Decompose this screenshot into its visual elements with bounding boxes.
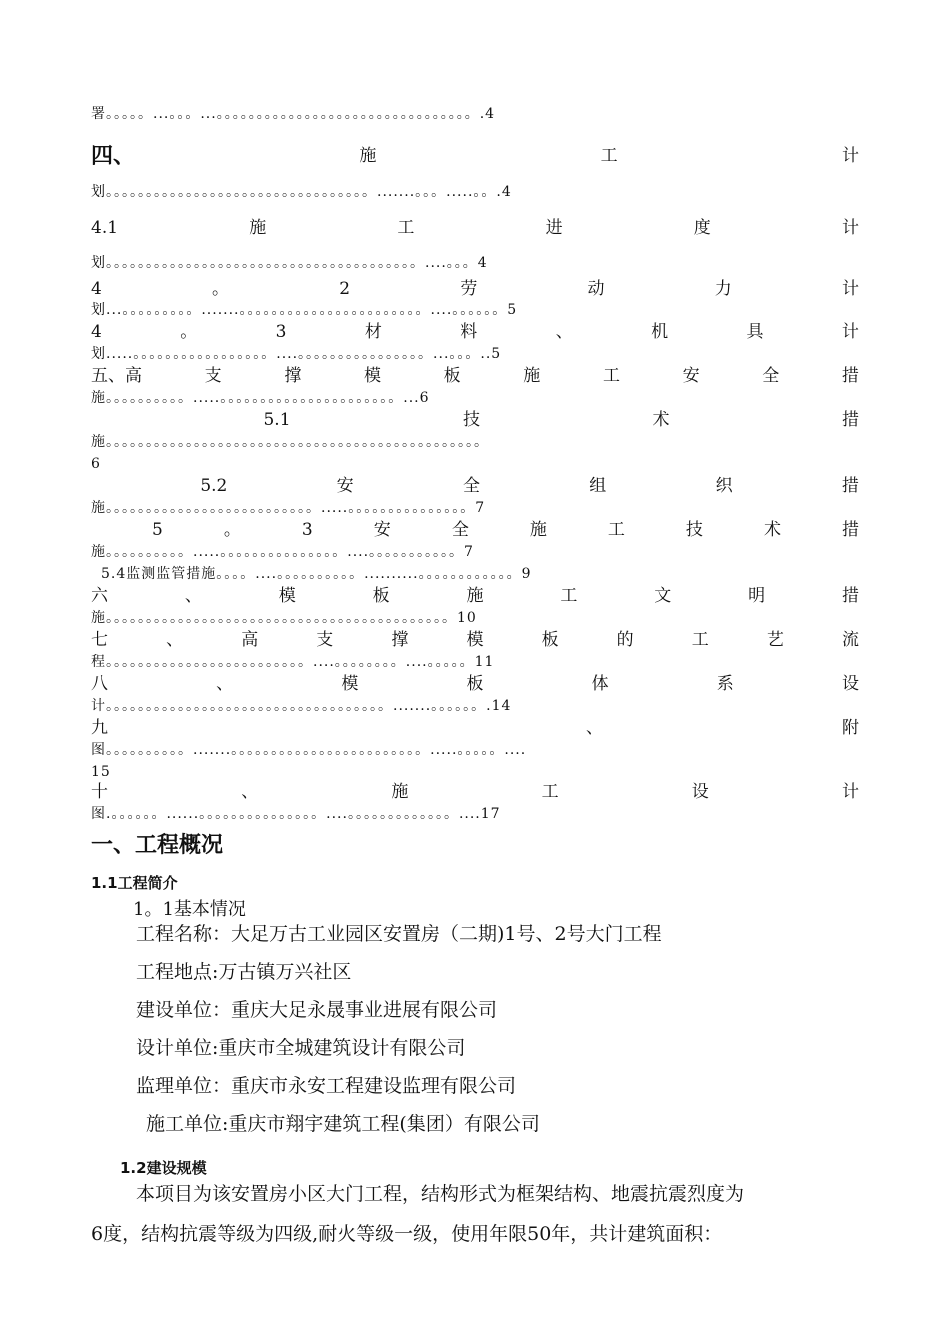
toc-line: 划。。。。。。。。。。。。。。。。。。。。。。。。。。。。。。。。。.......。。。.....。。.4 xyxy=(91,184,512,200)
toc-word: 附 xyxy=(842,718,859,738)
toc-word: 力 xyxy=(714,279,732,299)
toc-line: 施。。。。。。。。。。。。。。。。。。。。。。。。。。。。。。。。。。。。。。。。。。。10 xyxy=(91,610,477,626)
toc-word: 五、高 xyxy=(91,366,142,386)
project-name: 工程名称：大足万古工业园区安置房（二期)1号、2号大门工程 xyxy=(136,923,662,945)
toc-line: 施。。。。。。。。。。。。。。。。。。。。。。。。。。.....。。。。。。。。。。。。。。。7 xyxy=(91,500,486,516)
toc-word: 计 xyxy=(842,146,859,166)
paragraph-line: 6度，结构抗震等级为四级,耐火等级一级，使用年限50年，共计建筑面积： xyxy=(91,1223,723,1245)
project-location: 工程地点:万古镇万兴社区 xyxy=(136,961,352,983)
toc-line: 划.....。。。。。。。。。。。。。。。。。....。。。。。。。。。。。。。。。。...。。。..5 xyxy=(91,346,502,362)
toc-word: 施 xyxy=(466,586,484,606)
toc-page-number: 15 xyxy=(91,764,111,780)
toc-line: 图.。。。。。。......。。。。。。。。。。。。。。。....。。。。。。。。。。。。。....17 xyxy=(91,806,501,822)
toc-word: 板 xyxy=(372,586,390,606)
toc-word: 5.1 xyxy=(263,410,291,430)
toc-line: 划。。。。。。。。。。。。。。。。。。。。。。。。。。。。。。。。。。。。。。。....。。。4 xyxy=(91,255,488,271)
toc-word: 安 xyxy=(373,520,391,540)
section-title: 一、工程概况 xyxy=(91,833,224,858)
toc-word: 料 xyxy=(460,322,478,342)
toc-word: 劳 xyxy=(460,279,478,299)
toc-word: 计 xyxy=(841,782,859,802)
toc-word: 撑 xyxy=(391,630,409,650)
toc-page-number: 6 xyxy=(91,456,101,472)
toc-word: 全 xyxy=(762,366,780,386)
toc-line: 图。。。。。。。。。。.......。。。。。。。。。。。。。。。。。。。。。。。。.....。。。。。.... xyxy=(91,742,527,758)
toc-word: 全 xyxy=(462,476,480,496)
toc-word: 安 xyxy=(682,366,700,386)
toc-word: 4.1 xyxy=(91,218,119,238)
toc-word: 工 xyxy=(607,520,625,540)
toc-word: 、 xyxy=(166,630,184,650)
subsection-title: 1.2建设规模 xyxy=(120,1159,207,1177)
toc-word: 计 xyxy=(841,322,859,342)
toc-word: 术 xyxy=(652,410,670,430)
toc-word: 机 xyxy=(651,322,669,342)
toc-line-4-1 xyxy=(91,218,859,238)
toc-line-5-3 xyxy=(91,520,859,540)
toc-line-4-2 xyxy=(91,279,859,299)
subsection-title: 1.1工程简介 xyxy=(91,874,178,892)
toc-word: 施 xyxy=(391,782,409,802)
toc-word: 施 xyxy=(249,218,267,238)
toc-word: 文 xyxy=(654,586,672,606)
toc-word: 技 xyxy=(463,410,481,430)
toc-word: 3 xyxy=(275,322,287,342)
toc-word: 板 xyxy=(443,366,461,386)
toc-word: 工 xyxy=(602,366,620,386)
toc-heading-4 xyxy=(91,142,859,170)
toc-word: 流 xyxy=(841,630,859,650)
toc-word: 、 xyxy=(241,782,259,802)
toc-word: 板 xyxy=(466,674,484,694)
design-unit: 设计单位:重庆市全城建筑设计有限公司 xyxy=(136,1037,466,1059)
toc-word: 的 xyxy=(616,630,634,650)
toc-word: 七 xyxy=(91,630,108,650)
toc-line: 施。。。。。。。。。。。。。。。。。。。。。。。。。。。。。。。。。。。。。。。。。。。。。。。 xyxy=(91,434,489,450)
toc-word: 计 xyxy=(841,218,859,238)
toc-line: 施。。。。。。。。。。.....。。。。。。。。。。。。。。。....。。。。。。。。。。。7 xyxy=(91,544,474,560)
toc-word: 九 xyxy=(91,718,108,738)
toc-word: 模 xyxy=(278,586,296,606)
toc-word: 八 xyxy=(91,674,108,694)
toc-word: 明 xyxy=(748,586,766,606)
toc-line: 计。。。。。。。。。。。。。。。。。。。。。。。。。。。。。。。。。。。.......。。。。。。.14 xyxy=(91,698,512,714)
basic-info-heading: 1。1基本情况 xyxy=(133,899,246,920)
toc-word: 工 xyxy=(691,630,709,650)
toc-word: 模 xyxy=(466,630,484,650)
toc-word: 材 xyxy=(364,322,382,342)
toc-word: 模 xyxy=(341,674,359,694)
toc-word: 施 xyxy=(523,366,541,386)
toc-word: 、 xyxy=(184,586,202,606)
toc-word: 工 xyxy=(541,782,559,802)
toc-line-5-4: 5.4监测监管措施。。。。....。。。。。。。。。。..........。。。。。。。。。。。。9 xyxy=(101,566,532,582)
toc-word: 高 xyxy=(241,630,259,650)
toc-word: 系 xyxy=(716,674,734,694)
toc-word: 六 xyxy=(91,586,108,606)
toc-word: 4 xyxy=(91,279,102,299)
toc-word: 撑 xyxy=(284,366,302,386)
toc-word: 支 xyxy=(316,630,334,650)
toc-word: 措 xyxy=(841,520,859,540)
construction-unit: 施工单位:重庆市翔宇建筑工程(集团）有限公司 xyxy=(146,1113,540,1135)
toc-line: 程。。。。。。。。。。。。。。。。。。。。。。。。。....。。。。。。。。....。。。。。11 xyxy=(91,654,495,670)
toc-word: 4 xyxy=(91,322,102,342)
supervision-unit: 监理单位：重庆市永安工程建设监理有限公司 xyxy=(136,1075,517,1097)
toc-word: 四、 xyxy=(91,143,136,169)
toc-word: 5.2 xyxy=(200,476,228,496)
toc-word: 2 xyxy=(339,279,351,299)
paragraph-line: 本项目为该安置房小区大门工程，结构形式为框架结构、地震抗震烈度为 xyxy=(136,1183,745,1205)
toc-heading-9 xyxy=(91,718,859,738)
toc-word: 工 xyxy=(600,146,618,166)
toc-word: 技 xyxy=(685,520,703,540)
toc-word: 、 xyxy=(586,718,603,738)
toc-word: 艺 xyxy=(766,630,784,650)
toc-word: 支 xyxy=(204,366,222,386)
toc-word: 施 xyxy=(529,520,547,540)
toc-heading-10 xyxy=(91,782,859,802)
toc-word: 。 xyxy=(180,322,198,342)
toc-line: 施。。。。。。。。。。.....。。。。。。。。。。。。。。。。。。。。。。...6 xyxy=(91,390,430,406)
toc-word: 全 xyxy=(451,520,469,540)
toc-word: 措 xyxy=(841,366,859,386)
toc-line-5-2 xyxy=(91,476,859,496)
toc-line-4-3 xyxy=(91,322,859,342)
toc-word: 体 xyxy=(591,674,609,694)
toc-word: 安 xyxy=(336,476,354,496)
toc-word: 组 xyxy=(589,476,607,496)
toc-word: 措 xyxy=(841,410,859,430)
toc-heading-6 xyxy=(91,586,859,606)
toc-word: 术 xyxy=(763,520,781,540)
toc-line-5-1 xyxy=(91,410,859,430)
toc-word: 措 xyxy=(842,586,859,606)
toc-word: 板 xyxy=(541,630,559,650)
toc-line: 署。。。。。...。。。...。。。。。。。。。。。。。。。。。。。。。。。。。。。。。。。。.4 xyxy=(91,106,496,122)
toc-word: 工 xyxy=(397,218,415,238)
toc-line: 划...。。。。。。。。。.......。。。。。。。。。。。。。。。。。。。。。。。....。。。。。。5 xyxy=(91,302,518,318)
toc-word: 。 xyxy=(223,520,241,540)
toc-word: 施 xyxy=(359,146,377,166)
toc-word: 动 xyxy=(587,279,605,299)
toc-word: 设 xyxy=(691,782,709,802)
toc-word: 、 xyxy=(216,674,234,694)
toc-word: 十 xyxy=(91,782,108,802)
toc-word: 5 xyxy=(152,520,163,540)
toc-word: 、 xyxy=(555,322,573,342)
toc-word: 模 xyxy=(363,366,381,386)
toc-word: 织 xyxy=(715,476,733,496)
toc-word: 3 xyxy=(301,520,313,540)
toc-word: 措 xyxy=(841,476,859,496)
toc-word: 计 xyxy=(841,279,859,299)
toc-word: 设 xyxy=(841,674,859,694)
toc-word: 。 xyxy=(212,279,230,299)
toc-heading-5 xyxy=(91,366,859,386)
toc-word: 进 xyxy=(545,218,563,238)
toc-word: 具 xyxy=(746,322,764,342)
toc-heading-7 xyxy=(91,630,859,650)
toc-word: 工 xyxy=(560,586,578,606)
builder-unit: 建设单位：重庆大足永晟事业进展有限公司 xyxy=(136,999,498,1021)
toc-word: 度 xyxy=(693,218,711,238)
toc-heading-8 xyxy=(91,674,859,694)
